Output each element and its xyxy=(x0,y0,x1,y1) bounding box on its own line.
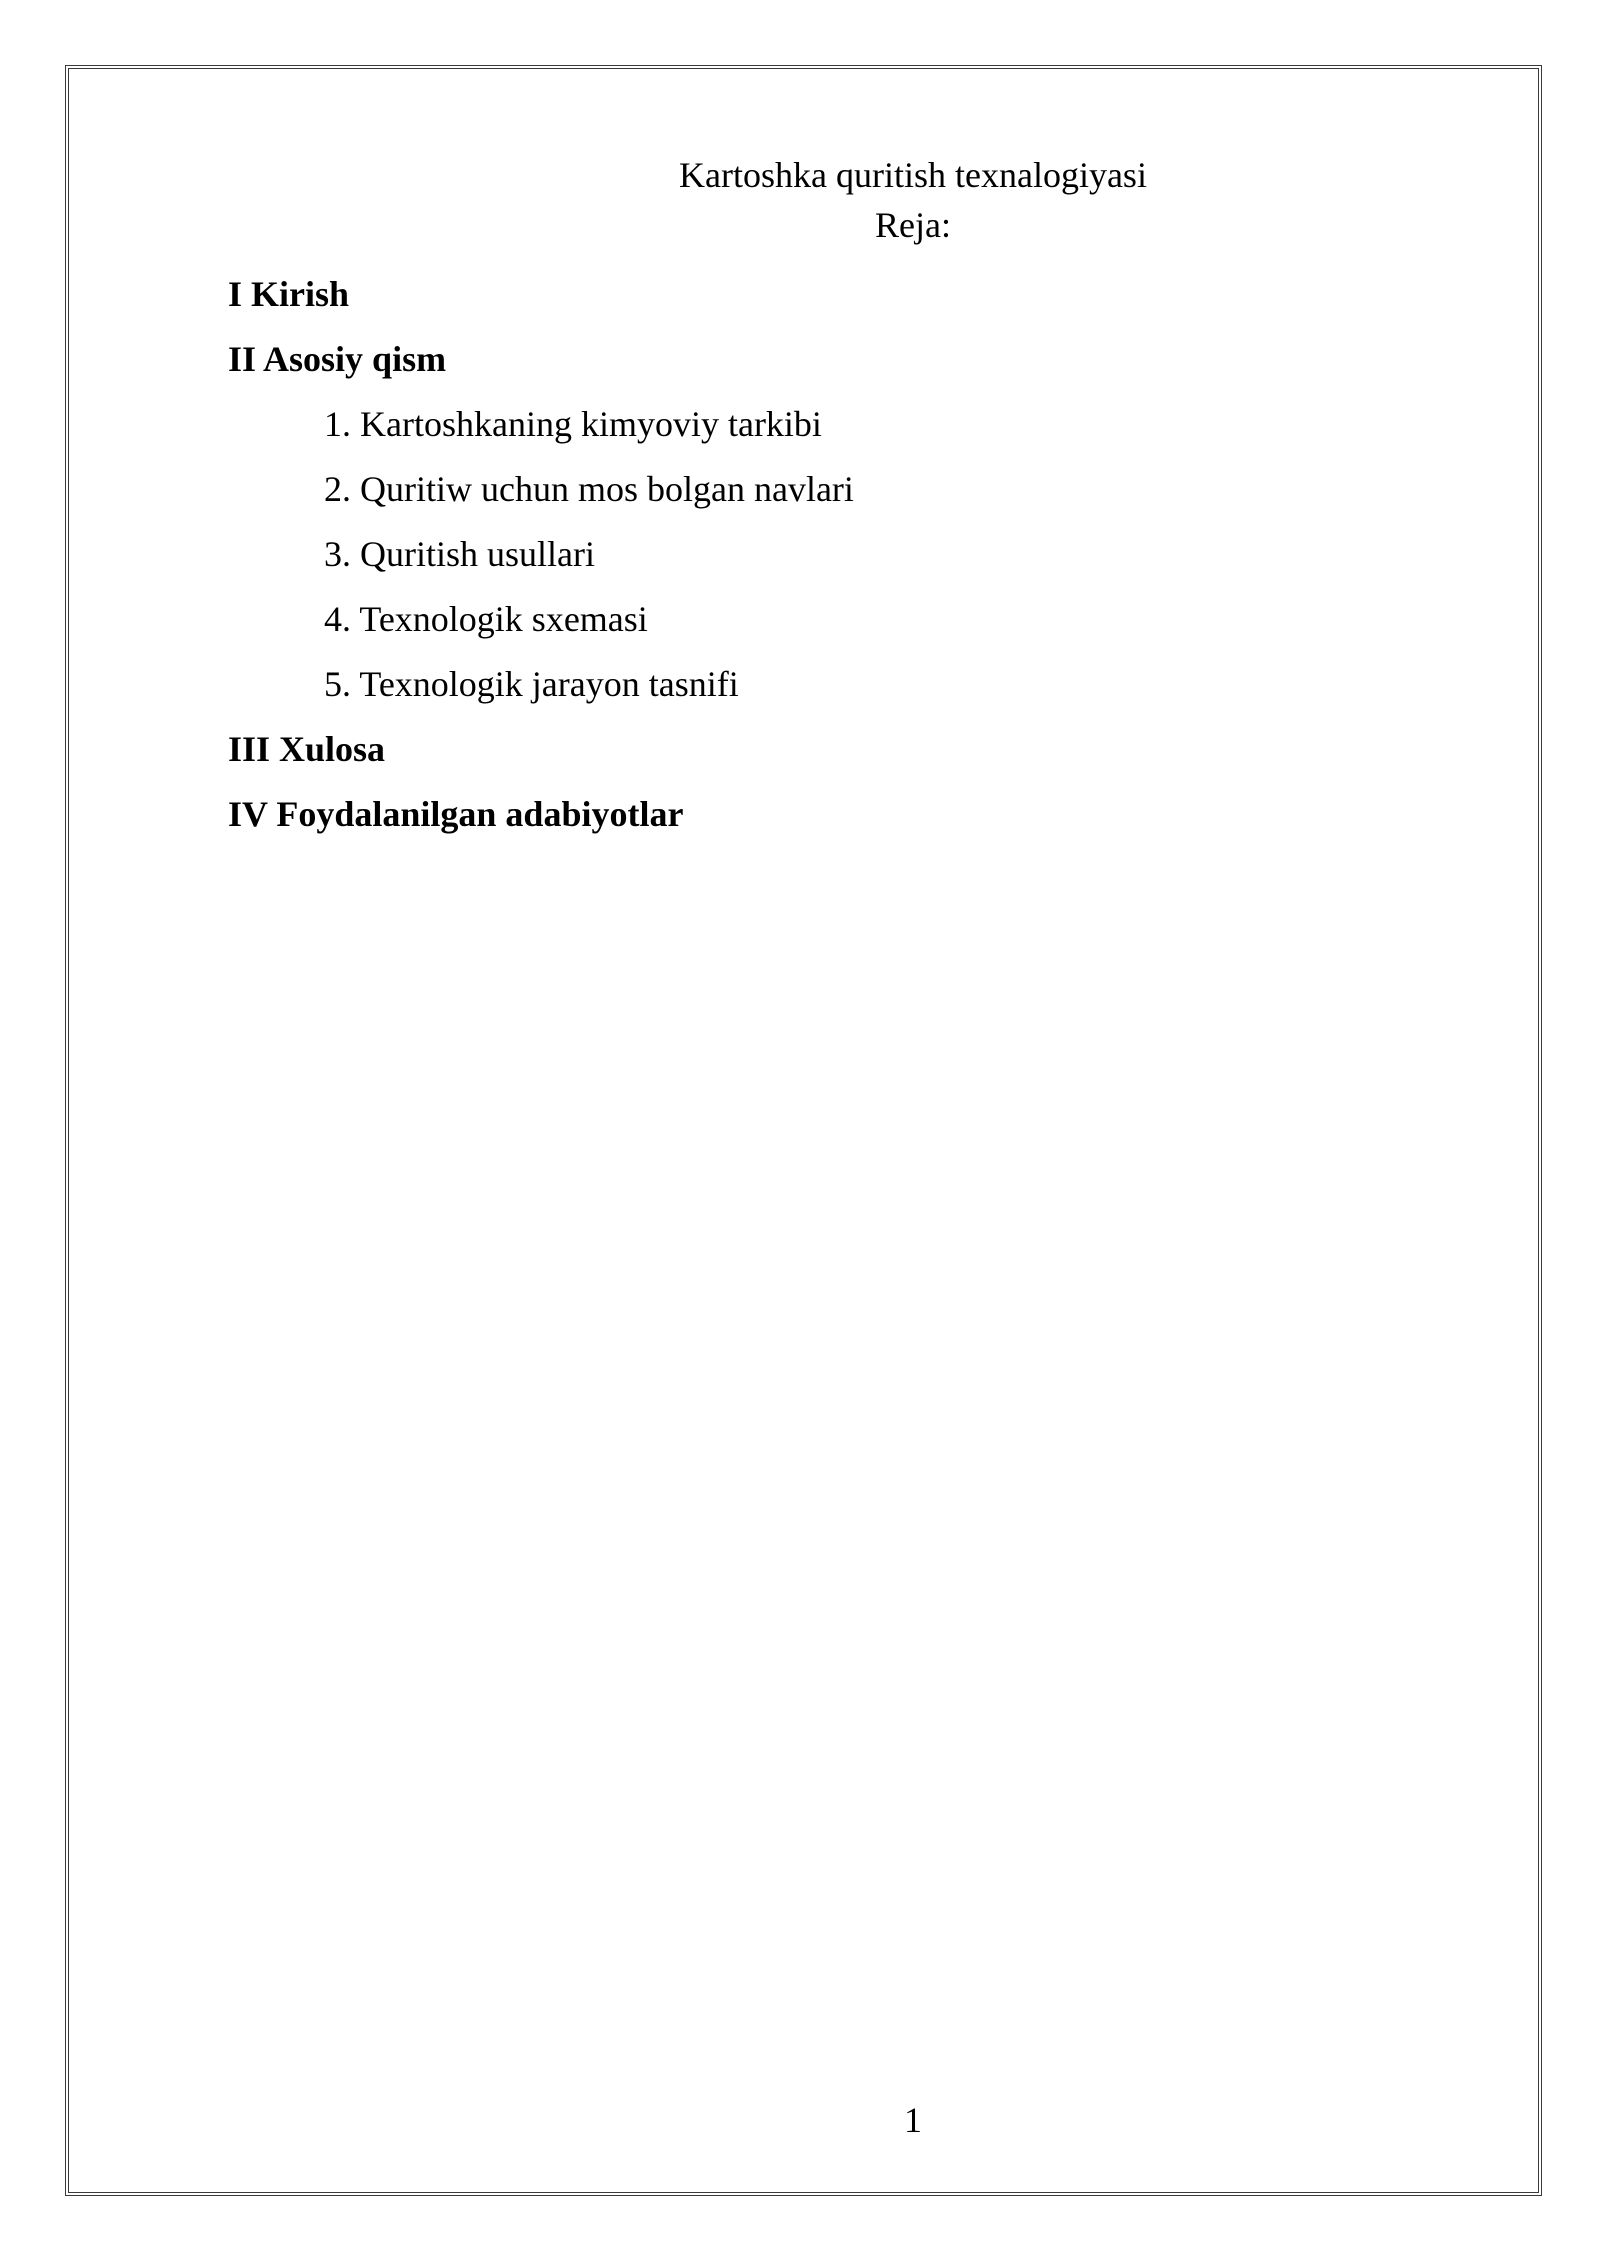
page-number: 1 xyxy=(904,2100,922,2140)
plan-section-asosiy-qism: II Asosiy qism xyxy=(228,339,447,379)
document-title: Kartoshka quritish texnalogiyasi xyxy=(679,155,1147,195)
plan-section-adabiyotlar: IV Foydalanilgan adabiyotlar xyxy=(228,794,684,834)
plan-subitem-jarayon-tasnifi: 5. Texnologik jarayon tasnifi xyxy=(324,664,739,704)
plan-heading: Reja: xyxy=(875,205,951,245)
plan-section-xulosa: III Xulosa xyxy=(228,729,386,769)
plan-section-kirish: I Kirish xyxy=(228,274,350,314)
plan-subitem-texnologik-sxemasi: 4. Texnologik sxemasi xyxy=(324,599,648,639)
plan-list xyxy=(228,262,854,847)
plan-subitem-navlari: 2. Quritiw uchun mos bolgan navlari xyxy=(324,469,854,509)
plan-subitem-kimyoviy-tarkibi: 1. Kartoshkaning kimyoviy tarkibi xyxy=(324,404,822,444)
plan-subitem-quritish-usullari: 3. Quritish usullari xyxy=(324,534,595,574)
